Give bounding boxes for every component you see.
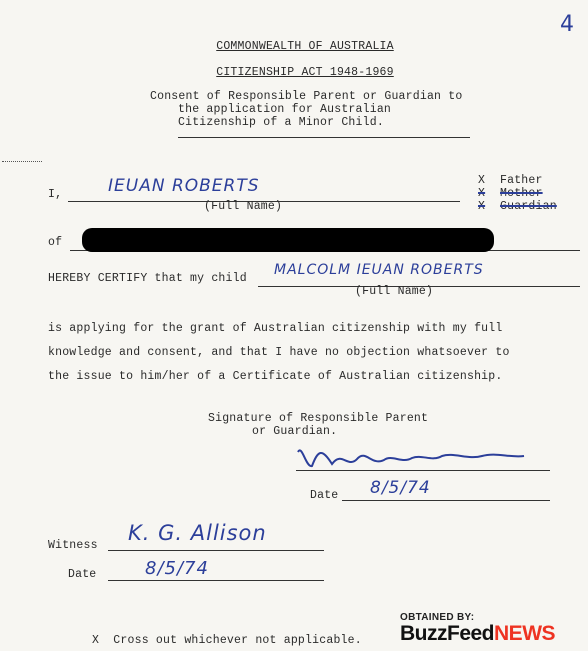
address-redaction [82, 228, 494, 252]
declarant-name-handwritten: IEUAN ROBERTS [108, 176, 260, 196]
child-name-caption: (Full Name) [355, 285, 434, 298]
signature-caption-1: Signature of Responsible Parent [208, 412, 429, 425]
relation-father: Father [500, 174, 543, 187]
declarant-prefix: I, [48, 188, 63, 201]
parent-signature [292, 440, 532, 474]
body-line-2: knowledge and consent, and that I have no objection whatsoever to [48, 346, 510, 359]
signature-caption-2: or Guardian. [252, 425, 338, 438]
margin-dots [2, 161, 42, 162]
form-header-title: COMMONWEALTH OF AUSTRALIA [216, 40, 394, 53]
witness-date-label: Date [68, 568, 97, 581]
signature-line [296, 470, 550, 471]
relation-mark-struck-2: X [478, 200, 486, 213]
witness-line [108, 550, 324, 551]
witness-date-line [108, 580, 324, 581]
form-header-act: CITIZENSHIP ACT 1948-1969 [216, 66, 394, 79]
certify-text: HEREBY CERTIFY that my child [48, 272, 247, 285]
witness-signature: K. G. Allison [128, 521, 267, 545]
body-line-3: the issue to him/her of a Certificate of Australian citizenship. [48, 370, 503, 383]
signature-date-label: Date [310, 489, 339, 502]
declarant-name-caption: (Full Name) [204, 200, 283, 213]
relation-mother: Mother [500, 187, 543, 200]
witness-date-value: 8/5/74 [145, 558, 209, 579]
form-subtitle-2: the application for Australian [178, 103, 392, 116]
watermark-buzzfeed-logo [400, 622, 555, 646]
body-line-1: is applying for the grant of Australian citizenship with my full [48, 322, 503, 335]
form-subtitle-1: Consent of Responsible Parent or Guardian to [150, 90, 463, 103]
relation-mark-struck-1: X [478, 187, 486, 200]
page-number: 4 [560, 12, 575, 37]
form-subtitle-3: Citizenship of a Minor Child. [178, 116, 384, 129]
watermark-brand-part1: BuzzFeed [400, 622, 495, 645]
signature-date-line [342, 500, 550, 501]
relation-guardian: Guardian [500, 200, 557, 213]
watermark-obtained-by: OBTAINED BY: [400, 612, 475, 623]
child-name-handwritten: MALCOLM IEUAN ROBERTS [274, 262, 484, 278]
signature-date-value: 8/5/74 [370, 478, 431, 498]
footnote: X Cross out whichever not applicable. [92, 634, 362, 647]
address-prefix: of [48, 236, 63, 249]
relation-mark: X [478, 174, 486, 187]
watermark-brand-part2: NEWS [494, 622, 556, 645]
witness-label: Witness [48, 539, 98, 552]
subtitle-rule [178, 137, 470, 138]
